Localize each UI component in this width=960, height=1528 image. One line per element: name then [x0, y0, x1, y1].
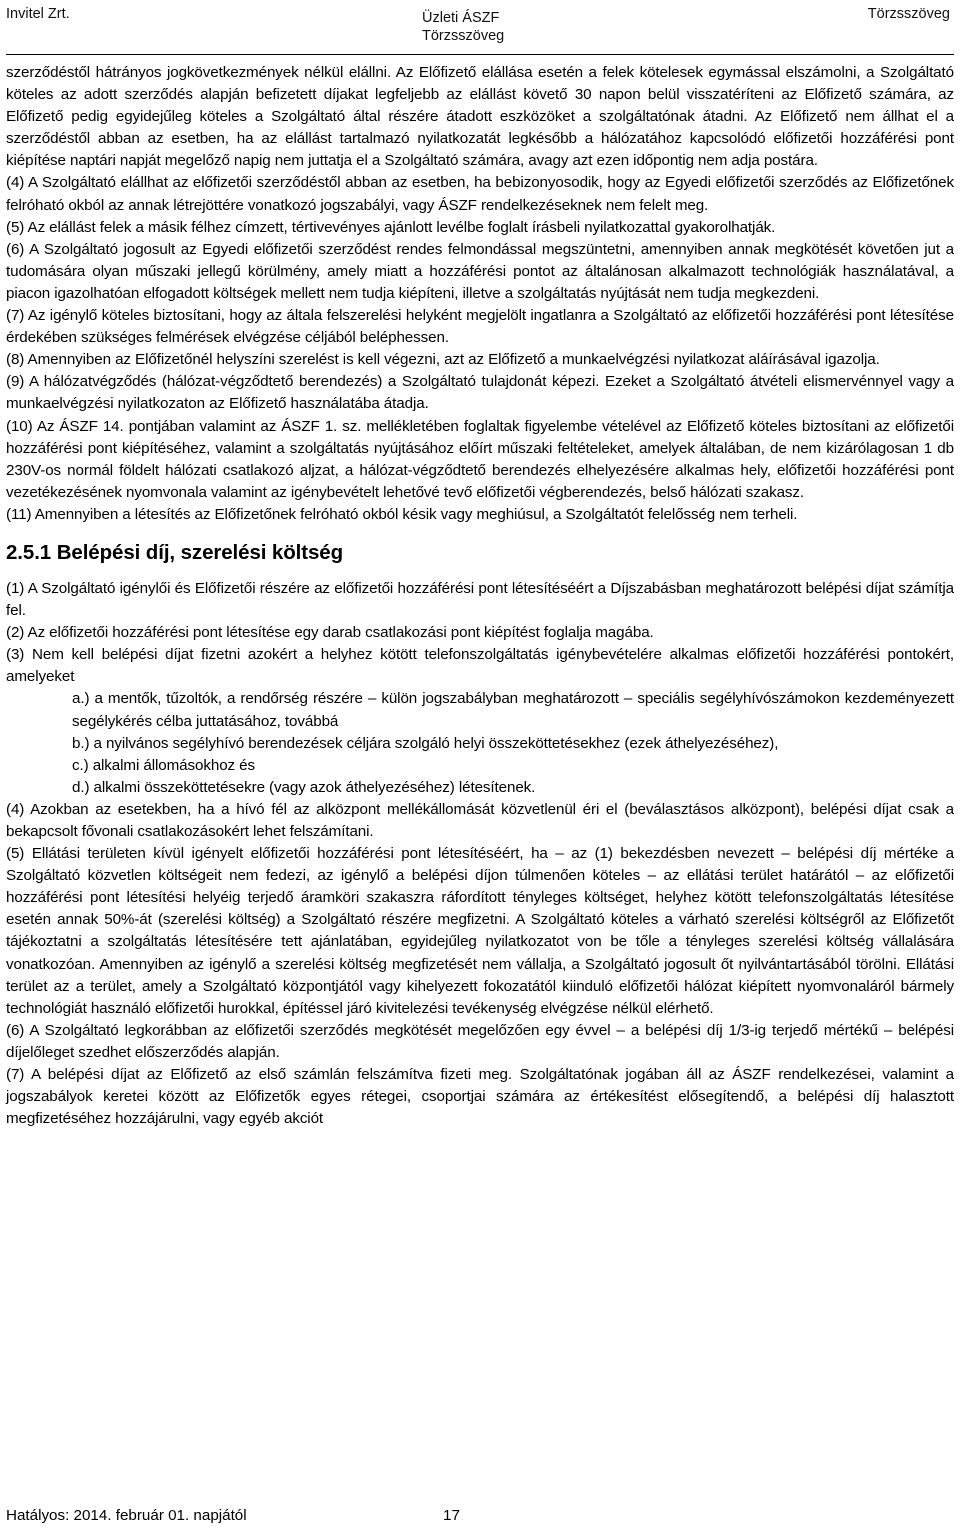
list-item-d: d.) alkalmi összeköttetésekre (vagy azok áthelyezéséhez) létesítenek.	[72, 778, 536, 796]
document-title-block	[422, 9, 504, 45]
paragraph-11: (11) Amennyiben a létesítés az Előfizetőnek felróható okból késik vagy meghiúsul, a Szolgáltatót felelősség nem terheli.	[6, 505, 798, 523]
paragraph-4: (4) A Szolgáltató elállhat az előfizetői szerződéstől abban az esetben, ha bebizonyosodik, hogy az Egyedi előfizetői szerződés az Előfizetőnek felróható okból az annak létrejöttére vonatkozó jogszabályi, vagy ÁSZF rendelkezéseknek nem felelt meg.	[6, 174, 954, 214]
list-item-b: b.) a nyilvános segélyhívó berendezések céljára szolgáló helyi összeköttetésekhez (ezek áthelyezéséhez),	[72, 734, 779, 752]
document-title: Üzleti ÁSZF	[422, 10, 500, 26]
paragraph-5: (5) Az elállást felek a másik félhez címzett, tértivevényes ajánlott levélbe foglalt írásbeli nyilatkozattal gyakorolhatják.	[6, 218, 776, 236]
paragraph-8: (8) Amennyiben az Előfizetőnél helyszíni szerelést is kell végezni, azt az Előfizető a munkaelvégzési nyilatkozat aláírásával igazolja.	[6, 351, 880, 369]
paragraph-7: (7) Az igénylő köteles biztosítani, hogy az általa felszerelési helyként megjelölt ingatlanra a Szolgáltató az előfizetői hozzáférési pont létesítése érdekében szükséges felmérések elvégzése céljából beléphessen.	[6, 307, 954, 347]
fee-paragraph-2: (2) Az előfizetői hozzáférési pont létesítése egy darab csatlakozási pont kiépítést foglalja magába.	[6, 624, 654, 642]
fee-paragraph-3: (3) Nem kell belépési díjat fizetni azokért a helyhez kötött telefonszolgáltatás igénybevételére alkalmas előfizetői hozzáférési pontokért, amelyeket	[6, 646, 954, 686]
fee-paragraph-1: (1) A Szolgáltató igénylői és Előfizetői részére az előfizetői hozzáférési pont létesítéséért a Díjszabásban meghatározott belépési díjat számítja fel.	[6, 579, 954, 620]
fee-paragraph-6: (6) A Szolgáltató legkorábban az előfizetői szerződés megkötését megelőzően egy évvel – a belépési díj 1/3-ig terjedő mértékű – belépési díjelőleget szedhet előszerződés alapján.	[6, 1021, 954, 1061]
header-divider	[6, 54, 954, 55]
paragraph-10: (10) Az ÁSZF 14. pontjában valamint az ÁSZF 1. sz. mellékletében foglaltak figyelembe vételével az Előfizető köteles biztosítani az előfizetői hozzáférési pont kiépítéséhez, valamint a szolgáltatás nyújtásához előírt műszaki feltételeket, amelyek általában, de nem kizárólagosan 1 db 230V-os normál földelt hálózati csatlakozó aljzat, a hálózat-végződtető berendezés elhelyezésére alkalmas hely, előfizetői hozzáférési pont vezetékezésének nyomvonala valamint az igénybevételt lehetővé tevő előfizetői végberendezés, belső hálózati szakasz.	[6, 417, 954, 501]
page-header	[6, 3, 954, 53]
list-item-a: a.) a mentők, tűzoltók, a rendőrség részére – külön jogszabályban meghatározott – speciális segélyhívószámokon kezdeményezett segélykérés célba juttatásához, továbbá	[72, 690, 954, 730]
paragraph-9: (9) A hálózatvégződés (hálózat-végződtető berendezés) a Szolgáltató tulajdonát képezi. Ezeket a Szolgáltató átvételi elismervénnyel vagy a munkaelvégzési nyilatkozaton az Előfizető használatába átadja.	[6, 373, 954, 413]
document-subtitle: Törzsszöveg	[422, 28, 505, 44]
paragraph-6: (6) A Szolgáltató jogosult az Egyedi előfizetői szerződést rendes felmondással megszüntetni, amennyiben annak megkötését követően jut a tudomására olyan műszaki jellegű körülmény, amely miatt a hozzáférési pontot az általánosan alkalmazott technológiák használatával, a piacon igazolhatóan elfogadott költségek mellett nem tudja kiépíteni, illetve a szolgáltatás nyújtását nem tudja megkezdeni.	[6, 240, 954, 302]
version-label: Törzsszöveg	[867, 6, 950, 22]
list-item-c: c.) alkalmi állomásokhoz és	[72, 756, 255, 774]
effective-date: Hatályos: 2014. február 01. napjától	[6, 1507, 247, 1524]
fee-paragraph-5: (5) Ellátási területen kívül igényelt előfizetői hozzáférési pont létesítéséért, ha – az (1) bekezdésben nevezett – belépési díj mértéke a Szolgáltató közvetlen költségeit nem fedezi, az igénylő a belépési díjon túlmenően köteles – az ellátási terület határától – az előfizetői hozzáférési pont létesítési helyéig terjedő áramköri szakaszra ráfordított tényleges költséget, helyhez kötött telefonszolgáltatás létesítése esetén annak 50%-át (szerelési költség) a Szolgáltató részére megfizetni. A Szolgáltató köteles a várható szerelési költségről az Előfizetőt tájékoztatni a szolgáltatás létesítésére tett ajánlatában, egyidejűleg nyilatkozatot von be tőle a tényleges szerelési költség vállalására vonatkozóan. Amennyiben az igénylő a szerelési költség megfizetését nem vállalja, a Szolgáltató jogosult őt nyilvántartásából törölni. Ellátási terület az a terület, amely a Szolgáltató központjától vagy kihelyezett fokozatától kiinduló előfizetői hálózat kiépített nyomvonaláról bármely technológiát használó előfizetői hurokkal, építéssel járó kivitelezési tevékenység elvégzése nélkül elérhető.	[6, 845, 954, 1017]
page-number: 17	[443, 1507, 460, 1524]
page-content	[6, 62, 954, 1130]
fee-paragraph-7: (7) A belépési díjat az Előfizető az első számlán felszámítva fizeti meg. Szolgáltatónak jogában áll az ÁSZF rendelkezései, valamint a jogszabályok keretei között az Előfizetők egyes rétegei, csoportjai számára az értékesítést elősegítendő, a belépési díj halasztott megfizetéséhez hozzájárulni, vagy egyéb akciót	[6, 1066, 954, 1128]
company-name: Invitel Zrt.	[6, 6, 70, 22]
section-heading: 2.5.1 Belépési díj, szerelési költség	[6, 540, 344, 564]
paragraph-withdrawal-continuation: szerződéstől hátrányos jogkövetkezmények nélkül elállni. Az Előfizető elállása esetén a felek kötelesek egymással elszámolni, a Szolgáltató köteles az adott szerződés alapján befizetett díjakat legfeljebb az elállást követő 30 napon belül visszatéríteni az Előfizető számára, az Előfizető pedig egyidejűleg köteles a Szolgáltató által részére átadott eszközöket a szolgáltatónak átadni. Az Előfizető nem állhat el a szerződéstől abban az esetben, ha az elállást tartalmazó nyilatkozatát legkésőbb a hálózatához kapcsolódó előfizetői hozzáférési pont kiépítése naptári napját megelőző napig nem juttatja el a Szolgáltató számára, avagy azt ezen időpontig nem adja postára.	[6, 64, 954, 170]
fee-paragraph-4: (4) Azokban az esetekben, ha a hívó fél az alközpont mellékállomását közvetlenül éri el (beválasztásos alközpont), belépési díjat csak a bekapcsolt fővonali csatlakozásokért lehet felszámítani.	[6, 800, 954, 840]
